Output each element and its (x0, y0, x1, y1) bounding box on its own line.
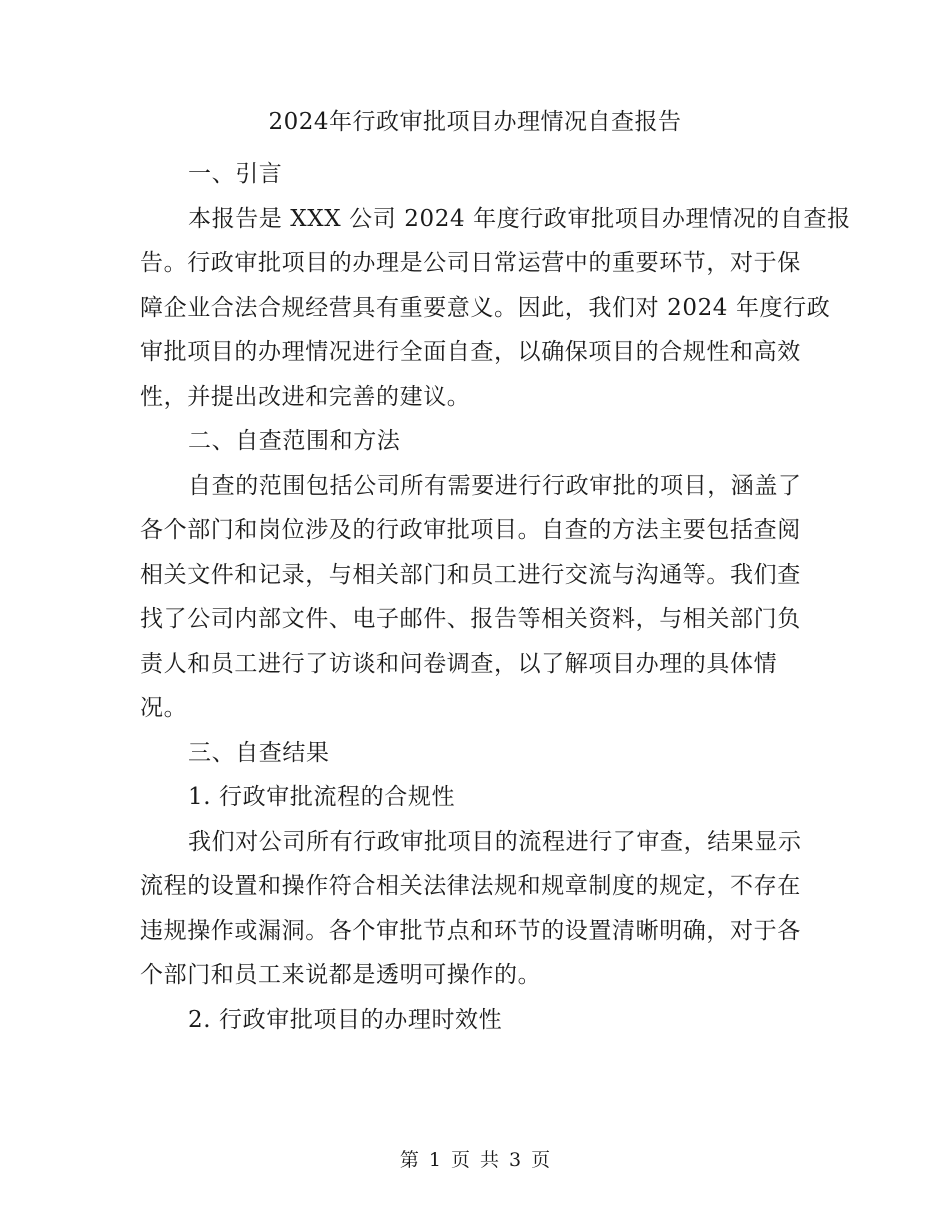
text-line: 障企业合法合规经营具有重要意义。因此，我们对 2024 年度行政 (140, 294, 831, 321)
text-line: 2. 行政审批项目的办理时效性 (188, 1006, 503, 1033)
text-line: 个部门和员工来说都是透明可操作的。 (140, 962, 542, 988)
text-line: 流程的设置和操作符合相关法律法规和规章制度的规定，不存在 (140, 873, 801, 899)
text-line: 况。 (140, 695, 188, 721)
page-footer: 第 1 页 共 3 页 (399, 1149, 551, 1171)
text-line: 自查的范围包括公司所有需要进行行政审批的项目，涵盖了 (188, 472, 802, 499)
text-line: 违规操作或漏洞。各个审批节点和环节的设置清晰明确，对于各 (140, 917, 801, 944)
text-line: 本报告是 XXX 公司 2024 年度行政审批项目办理情况的自查报 (188, 205, 851, 232)
text-line: 各个部门和岗位涉及的行政审批项目。自查的方法主要包括查阅 (140, 517, 801, 543)
text-line: 责人和员工进行了访谈和问卷调查，以了解项目办理的具体情 (140, 650, 778, 677)
text-line: 审批项目的办理情况进行全面自查，以确保项目的合规性和高效 (140, 339, 801, 365)
document-body (140, 152, 851, 1042)
document-title: 2024年行政审批项目办理情况自查报告 (268, 109, 682, 135)
text-line: 性，并提出改进和完善的建议。 (140, 383, 471, 410)
text-line: 找了公司内部文件、电子邮件、报告等相关资料，与相关部门负 (140, 606, 801, 632)
text-line: 告。行政审批项目的办理是公司日常运营中的重要环节，对于保 (140, 250, 801, 276)
text-line: 相关文件和记录，与相关部门和员工进行交流与沟通等。我们查 (140, 561, 801, 588)
text-line: 二、自查范围和方法 (188, 428, 401, 454)
text-line: 我们对公司所有行政审批项目的流程进行了审查，结果显示 (188, 828, 802, 855)
text-line: 三、自查结果 (188, 739, 330, 766)
text-line: 一、引言 (188, 161, 283, 187)
text-line: 1. 行政审批流程的合规性 (188, 784, 456, 810)
